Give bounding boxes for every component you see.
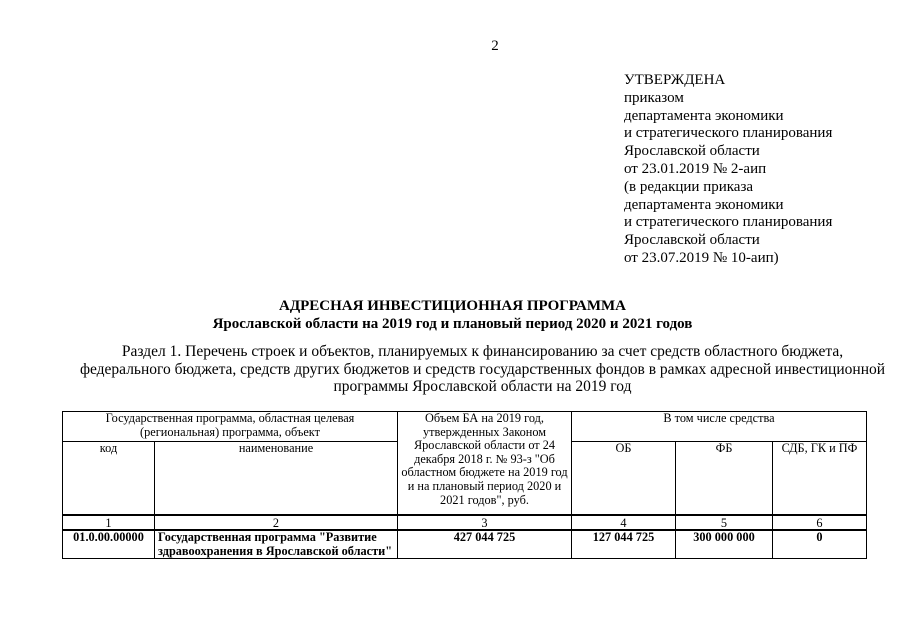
header-volume: Объем БА на 2019 год, утвержденных Законом Ярославской области от 24 декабря 2018 г. № 93-з "Об областном бюджете на 2019 год и на плановый период 2020 и 2021 годов", руб. bbox=[398, 412, 572, 516]
table-header-row bbox=[63, 412, 867, 442]
row-code: 01.0.00.00000 bbox=[63, 530, 155, 559]
approval-line: Ярославской области bbox=[624, 232, 760, 249]
approval-line: (в редакции приказа bbox=[624, 178, 754, 195]
investment-program-table bbox=[62, 411, 867, 559]
header-including: В том числе средства bbox=[572, 412, 867, 442]
header-name: наименование bbox=[155, 442, 398, 516]
header-fb: ФБ bbox=[676, 442, 773, 516]
column-number: 4 bbox=[572, 515, 676, 530]
approval-line: и стратегического планирования bbox=[624, 125, 833, 142]
table-row bbox=[63, 530, 867, 559]
approval-line: Ярославской области bbox=[624, 143, 760, 160]
approval-line: УТВЕРЖДЕНА bbox=[624, 72, 726, 88]
section-heading bbox=[60, 343, 905, 396]
approval-line: департамента экономики bbox=[624, 107, 784, 124]
document-title bbox=[0, 297, 905, 333]
approval-stamp bbox=[624, 72, 832, 268]
row-fb: 300 000 000 bbox=[676, 530, 773, 559]
section-heading-line2: федерального бюджета, средств других бюджетов и средств государственных фондов в рамках адресной инвестиционной bbox=[79, 360, 886, 378]
row-volume: 427 044 725 bbox=[398, 530, 572, 559]
header-ob: ОБ bbox=[572, 442, 676, 516]
approval-line: приказом bbox=[624, 89, 684, 106]
row-name: Государственная программа "Развитие здравоохранения в Ярославской области" bbox=[155, 530, 398, 559]
column-number: 5 bbox=[676, 515, 773, 530]
section-heading-line1: Раздел 1. Перечень строек и объектов, планируемых к финансированию за счет средств областного бюджета, bbox=[121, 343, 844, 360]
column-number-row bbox=[63, 515, 867, 530]
page-number: 2 bbox=[491, 38, 499, 54]
approval-line: от 23.01.2019 № 2-аип bbox=[624, 160, 767, 177]
document-title-line2: Ярославской области на 2019 год и плановый период 2020 и 2021 годов bbox=[212, 316, 693, 332]
approval-line: департамента экономики bbox=[624, 196, 784, 213]
document-title-line1: АДРЕСНАЯ ИНВЕСТИЦИОННАЯ ПРОГРАММА bbox=[278, 298, 626, 314]
header-code: код bbox=[63, 442, 155, 516]
approval-line: и стратегического планирования bbox=[624, 214, 833, 231]
column-number: 6 bbox=[773, 515, 867, 530]
header-sdb: СДБ, ГК и ПФ bbox=[773, 442, 867, 516]
column-number: 3 bbox=[398, 515, 572, 530]
header-program-group: Государственная программа, областная целевая (региональная) программа, объект bbox=[63, 412, 398, 442]
row-sdb: 0 bbox=[773, 530, 867, 559]
column-number: 1 bbox=[63, 515, 155, 530]
row-ob: 127 044 725 bbox=[572, 530, 676, 559]
column-number: 2 bbox=[155, 515, 398, 530]
section-heading-line3: программы Ярославской области на 2019 год bbox=[333, 378, 632, 395]
approval-line: от 23.07.2019 № 10-аип) bbox=[624, 249, 779, 266]
